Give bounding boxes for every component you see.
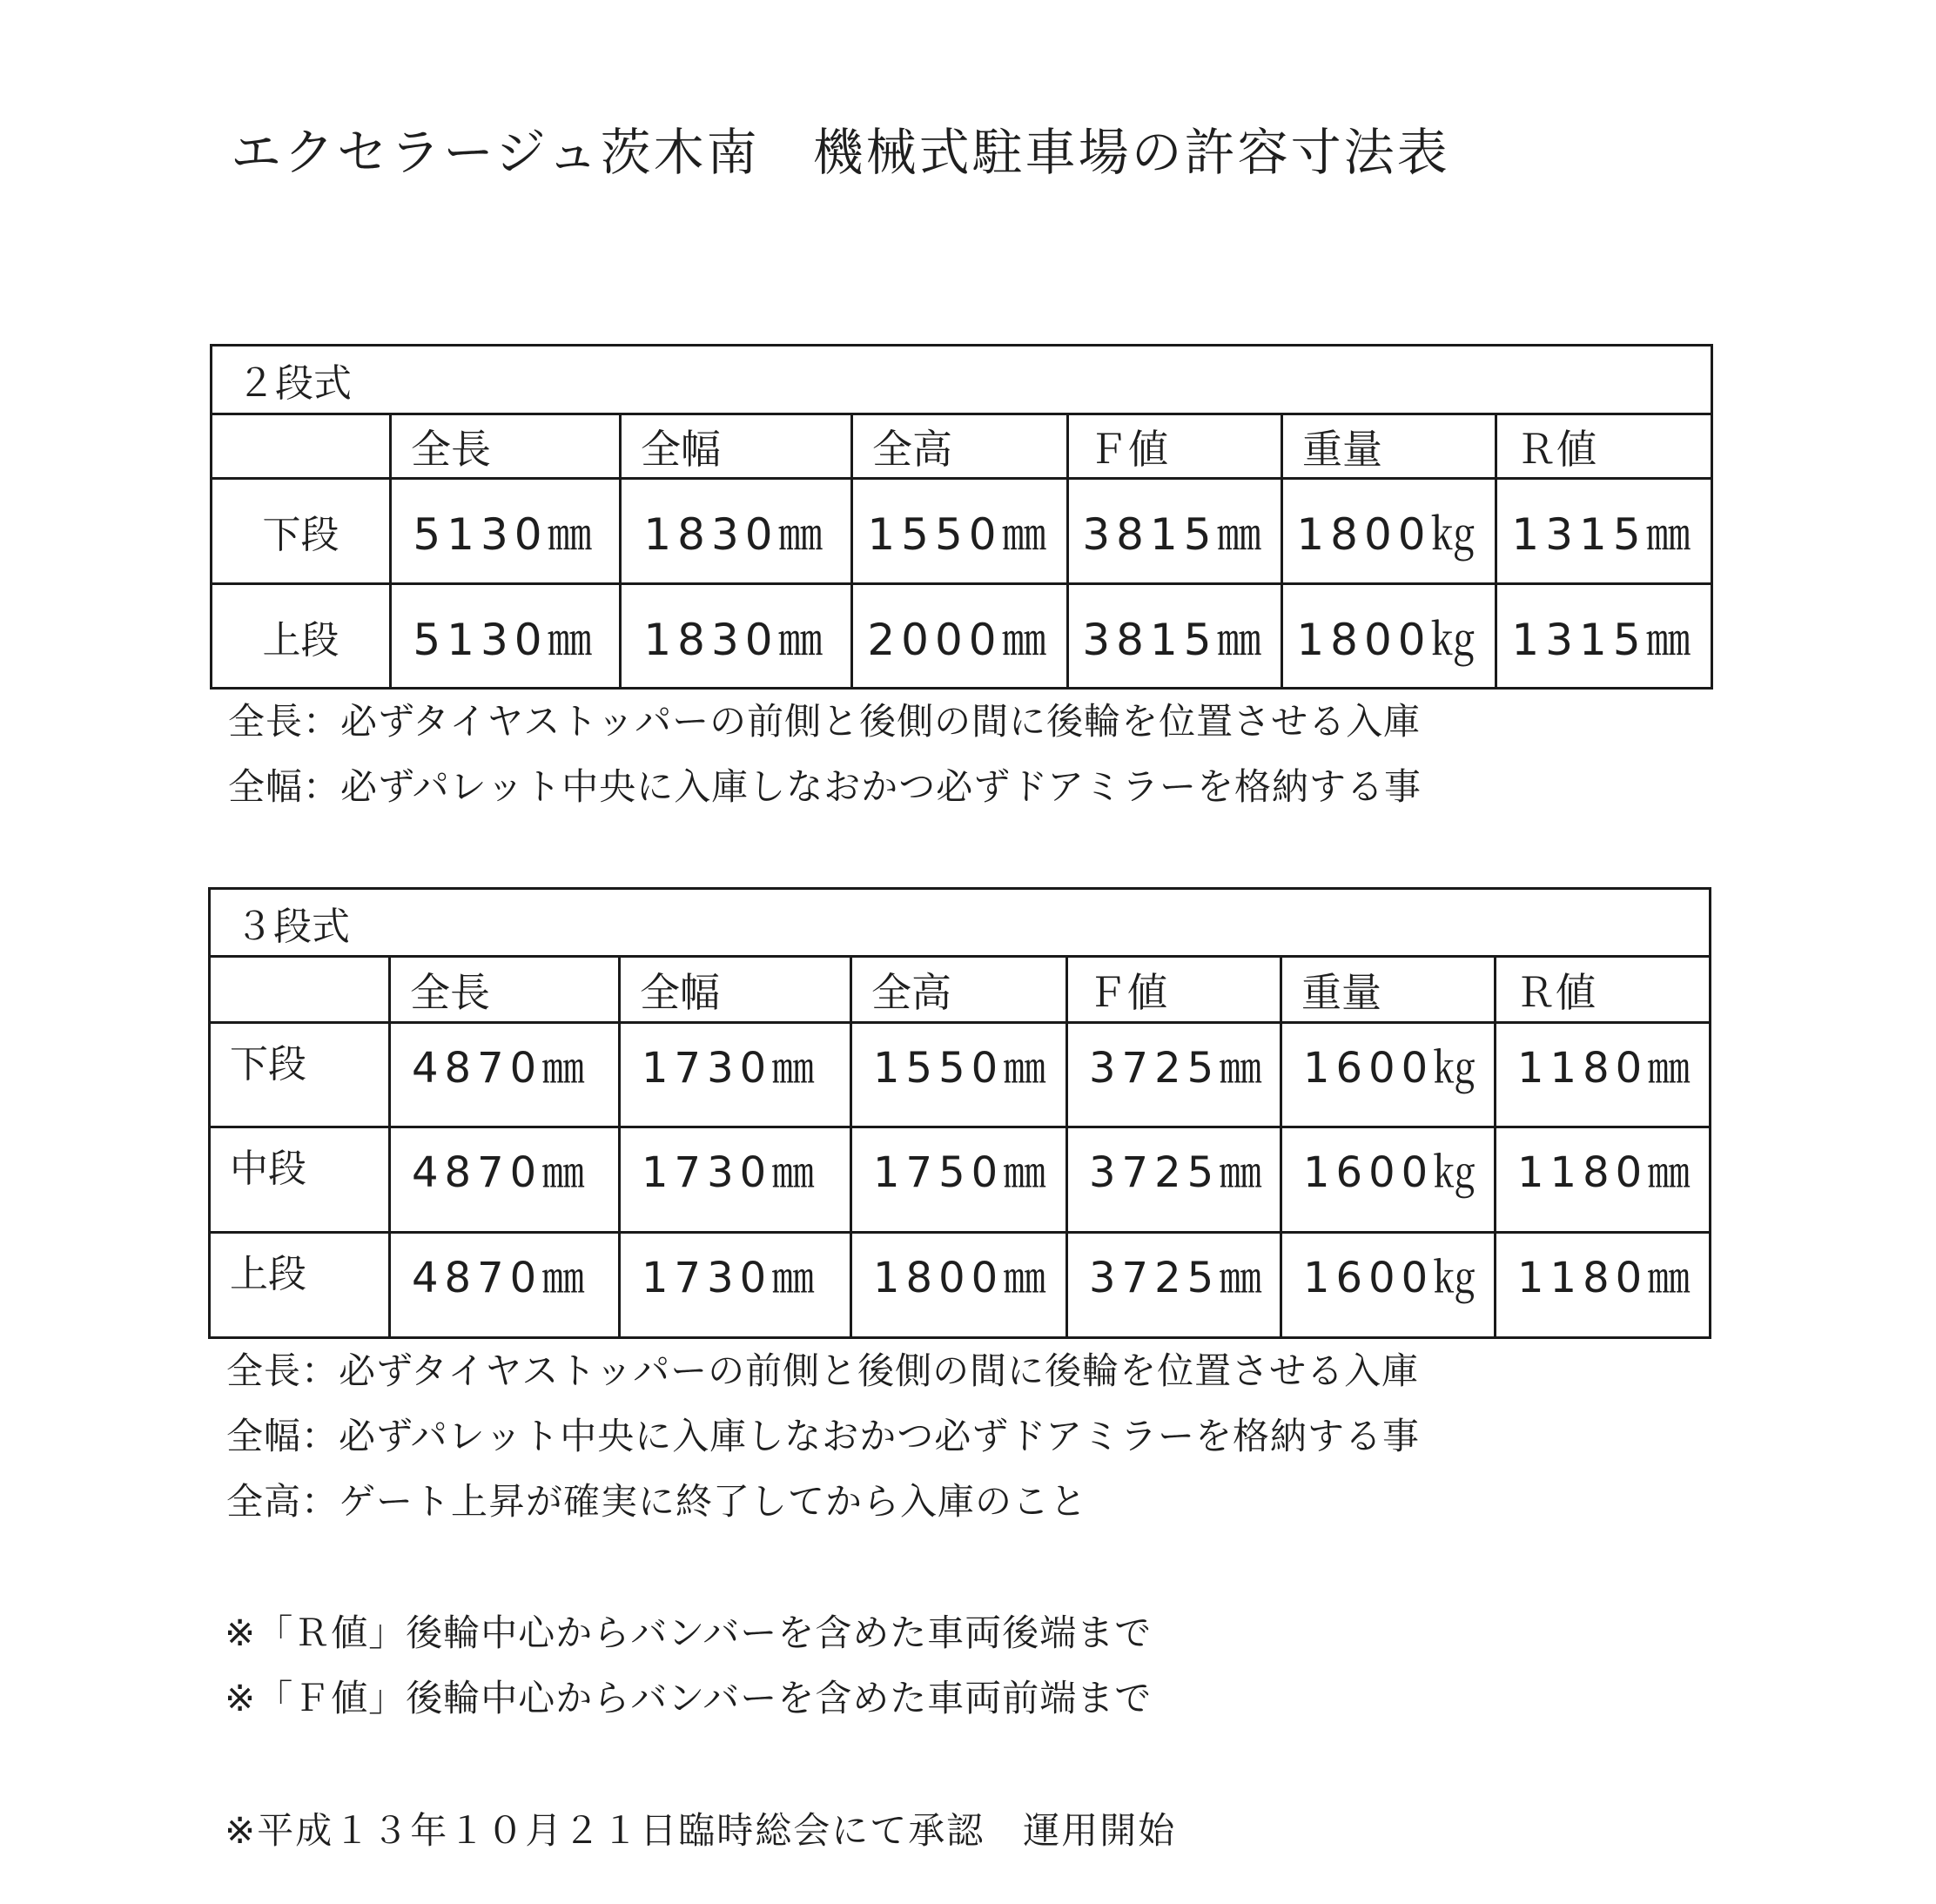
definition-r-value: ※「Ｒ値」後輪中心からバンバーを含めた車両後端まで	[225, 1611, 1153, 1654]
column-header: Ｒ値	[1496, 414, 1712, 479]
column-header: 全幅	[621, 414, 852, 479]
note-height: 全高：ゲート上昇が確実に終了してから入庫のこと	[226, 1480, 1088, 1523]
cell-length: 5130㎜	[391, 479, 621, 584]
row-label: 上段	[212, 584, 391, 689]
table-row	[210, 1233, 1711, 1338]
column-header: 全高	[852, 414, 1068, 479]
table-caption: ２段式	[212, 346, 1712, 414]
cell-weight: 1800㎏	[1282, 479, 1496, 584]
cell-weight: 1600㎏	[1281, 1127, 1496, 1233]
column-header: Ｆ値	[1068, 414, 1282, 479]
column-header: 全長	[391, 414, 621, 479]
cell-f-value: 3815㎜	[1068, 479, 1282, 584]
row-label: 上段	[210, 1233, 390, 1338]
corner-cell	[212, 414, 391, 479]
cell-f-value: 3725㎜	[1067, 1233, 1281, 1338]
column-header: 重量	[1281, 957, 1496, 1023]
table-row	[212, 479, 1712, 584]
cell-weight: 1800㎏	[1282, 584, 1496, 689]
table-row	[210, 1127, 1711, 1233]
document-title: エクセラージュ茨木南 機械式駐車場の許容寸法表	[231, 123, 1450, 182]
cell-r-value: 1315㎜	[1496, 479, 1712, 584]
approval-note: ※平成１３年１０月２１日臨時総会にて承認 運用開始	[225, 1809, 1177, 1852]
cell-width: 1730㎜	[620, 1127, 851, 1233]
column-header: 重量	[1282, 414, 1496, 479]
column-header: Ｆ値	[1067, 957, 1281, 1023]
cell-height: 2000㎜	[852, 584, 1068, 689]
cell-weight: 1600㎏	[1281, 1233, 1496, 1338]
cell-length: 4870㎜	[390, 1127, 620, 1233]
cell-r-value: 1180㎜	[1496, 1023, 1711, 1127]
cell-f-value: 3725㎜	[1067, 1023, 1281, 1127]
column-header: 全幅	[620, 957, 851, 1023]
value-definitions	[225, 1600, 1152, 1731]
column-header: 全長	[390, 957, 620, 1023]
definition-f-value: ※「Ｆ値」後輪中心からバンバーを含めた車両前端まで	[225, 1677, 1153, 1719]
cell-width: 1830㎜	[621, 479, 852, 584]
cell-height: 1550㎜	[851, 1023, 1067, 1127]
cell-width: 1730㎜	[620, 1233, 851, 1338]
cell-weight: 1600㎏	[1281, 1023, 1496, 1127]
cell-f-value: 3815㎜	[1068, 584, 1282, 689]
three-tier-notes	[226, 1338, 1420, 1534]
column-header: 全高	[851, 957, 1067, 1023]
note-length: 全長：必ずタイヤストッパーの前側と後側の間に後輪を位置させる入庫	[228, 700, 1422, 743]
three-tier-table	[208, 887, 1711, 1339]
cell-length: 4870㎜	[390, 1023, 620, 1127]
cell-width: 1730㎜	[620, 1023, 851, 1127]
note-width: 全幅：必ずパレット中央に入庫しなおかつ必ずドアミラーを格納する事	[226, 1415, 1420, 1457]
two-tier-table	[210, 344, 1713, 690]
cell-length: 4870㎜	[390, 1233, 620, 1338]
cell-length: 5130㎜	[391, 584, 621, 689]
note-length: 全長：必ずタイヤストッパーの前側と後側の間に後輪を位置させる入庫	[226, 1349, 1420, 1392]
table-caption: ３段式	[210, 889, 1711, 957]
cell-width: 1830㎜	[621, 584, 852, 689]
cell-r-value: 1180㎜	[1496, 1127, 1711, 1233]
cell-r-value: 1315㎜	[1496, 584, 1712, 689]
note-width: 全幅：必ずパレット中央に入庫しなおかつ必ずドアミラーを格納する事	[228, 765, 1422, 808]
row-label: 下段	[212, 479, 391, 584]
column-header: Ｒ値	[1496, 957, 1711, 1023]
row-label: 下段	[210, 1023, 390, 1127]
cell-r-value: 1180㎜	[1496, 1233, 1711, 1338]
two-tier-notes	[228, 689, 1422, 819]
table-row	[212, 584, 1712, 689]
row-label: 中段	[210, 1127, 390, 1233]
table-row	[210, 1023, 1711, 1127]
cell-height: 1750㎜	[851, 1127, 1067, 1233]
cell-f-value: 3725㎜	[1067, 1127, 1281, 1233]
cell-height: 1550㎜	[852, 479, 1068, 584]
corner-cell	[210, 957, 390, 1023]
cell-height: 1800㎜	[851, 1233, 1067, 1338]
